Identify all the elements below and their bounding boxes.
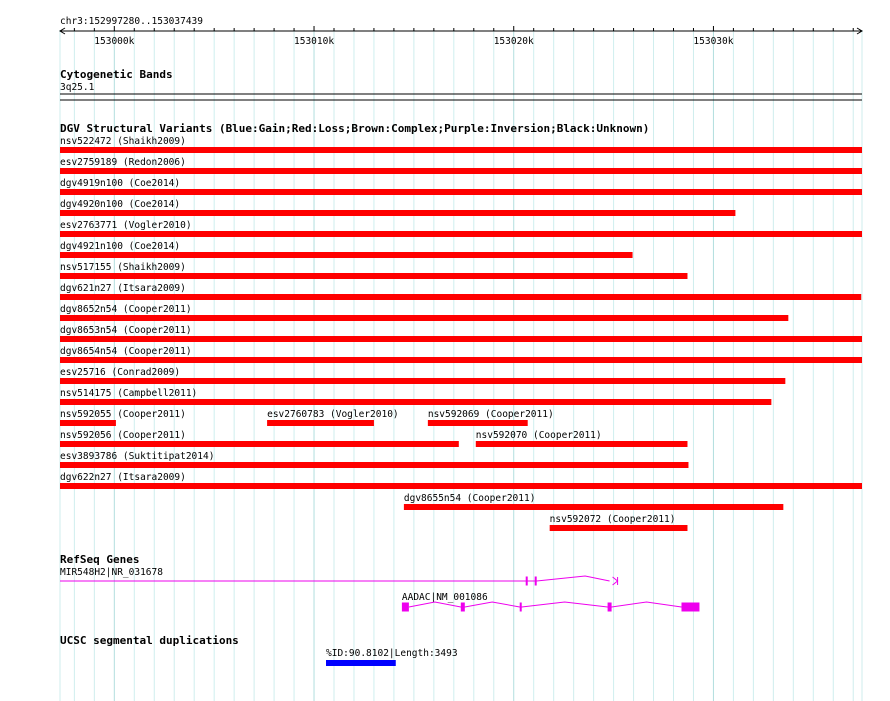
dgv-variant-label: nsv592055 (Cooper2011) [60,409,186,420]
refseq-exon[interactable] [608,603,612,612]
dgv-variant-label: nsv592069 (Cooper2011) [427,409,554,420]
dgv-variant-label: esv2760783 (Vogler2010) [267,409,399,420]
dgv-variant-bar[interactable] [60,441,459,447]
dgv-variant-label: dgv8653n54 (Cooper2011) [60,325,192,336]
dgv-variant-label: dgv8654n54 (Cooper2011) [60,346,192,357]
cytoband-track-title: Cytogenetic Bands [60,68,173,81]
dgv-variant-bar[interactable] [267,420,374,426]
dgv-variant-bar[interactable] [404,504,783,510]
dgv-variant-label: nsv592070 (Cooper2011) [475,430,602,441]
dgv-variant-label: dgv8652n54 (Cooper2011) [60,304,192,315]
segdup-track [326,648,458,666]
region-label: chr3:152997280..153037439 [60,16,203,27]
dgv-variant-bar[interactable] [60,294,861,300]
dgv-track [60,136,862,531]
refseq-exon[interactable] [681,603,699,612]
segdup-track-title: UCSC segmental duplications [60,634,239,647]
dgv-variant-bar[interactable] [476,441,688,447]
refseq-gene-label: MIR548H2|NR_031678 [60,567,163,578]
dgv-variant-bar[interactable] [60,357,862,363]
dgv-variant-bar[interactable] [60,210,735,216]
dgv-variant-bar[interactable] [60,168,862,174]
dgv-variant-bar[interactable] [60,399,771,405]
dgv-variant-bar[interactable] [60,336,862,342]
refseq-exon[interactable] [520,603,522,612]
dgv-variant-label: dgv4919n100 (Coe2014) [60,178,181,189]
dgv-variant-bar[interactable] [550,525,688,531]
dgv-variant-bar[interactable] [60,483,862,489]
cytoband-band-label: 3q25.1 [60,82,95,93]
ruler-tick-label: 153020k [493,36,534,47]
dgv-variant-label: dgv621n27 (Itsara2009) [60,283,186,294]
dgv-variant-bar[interactable] [60,147,862,153]
refseq-gene-label: AADAC|NM_001086 [401,592,488,603]
dgv-variant-bar[interactable] [60,231,862,237]
coordinate-ruler [60,26,862,47]
refseq-track-title: RefSeq Genes [60,553,140,566]
dgv-variant-bar[interactable] [60,420,116,426]
ruler-tick-label: 153000k [94,36,135,47]
dgv-variant-label: dgv622n27 (Itsara2009) [60,472,186,483]
dgv-variant-bar[interactable] [428,420,528,426]
ruler-tick-label: 153030k [693,36,734,47]
refseq-exon[interactable] [535,577,537,586]
dgv-variant-label: nsv592072 (Cooper2011) [549,514,676,525]
dgv-variant-label: dgv8655n54 (Cooper2011) [403,493,536,504]
refseq-exon[interactable] [402,603,409,612]
segdup-bar[interactable] [326,660,396,666]
ruler-tick-label: 153010k [294,36,335,47]
dgv-variant-bar[interactable] [60,315,788,321]
dgv-variant-label: nsv592056 (Cooper2011) [60,430,186,441]
refseq-track [60,567,699,612]
dgv-variant-label: nsv522472 (Shaikh2009) [60,136,186,147]
dgv-variant-bar[interactable] [60,252,633,258]
dgv-variant-bar[interactable] [60,462,688,468]
dgv-variant-label: esv2763771 (Vogler2010) [60,220,192,231]
dgv-variant-label: dgv4920n100 (Coe2014) [60,199,181,210]
dgv-variant-label: nsv517155 (Shaikh2009) [60,262,186,273]
dgv-variant-label: esv2759189 (Redon2006) [60,157,186,168]
dgv-variant-bar[interactable] [60,189,862,195]
refseq-exon[interactable] [461,603,465,612]
dgv-track-title: DGV Structural Variants (Blue:Gain;Red:Loss;Brown:Complex;Purple:Inversion;Black:Unknown) [60,122,650,135]
dgv-variant-label: esv3893786 (Suktitipat2014) [60,451,215,462]
dgv-variant-label: nsv514175 (Campbell2011) [60,388,198,399]
dgv-variant-bar[interactable] [60,378,785,384]
dgv-variant-label: dgv4921n100 (Coe2014) [60,241,181,252]
dgv-variant-label: esv25716 (Conrad2009) [60,367,181,378]
dgv-variant-bar[interactable] [60,273,687,279]
refseq-exon[interactable] [526,577,528,586]
segdup-label: %ID:90.8102|Length:3493 [326,648,458,659]
